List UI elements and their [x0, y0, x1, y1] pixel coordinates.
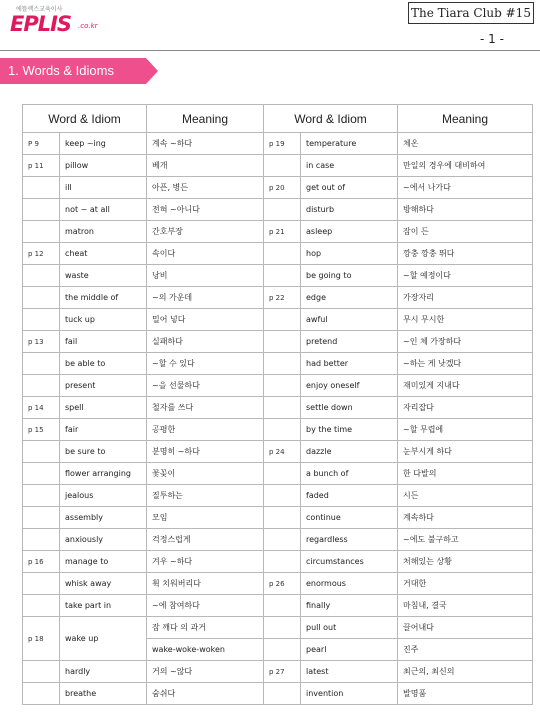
meaning-right: 발명품: [398, 683, 533, 705]
table-row: [23, 375, 533, 397]
word-left: be able to: [60, 353, 147, 375]
page-ref-right: [264, 507, 301, 529]
meaning-left: 속이다: [147, 243, 264, 265]
meaning-left: wake-woke-woken: [147, 639, 264, 661]
page-ref-right: [264, 309, 301, 331]
vocab-table: [22, 104, 533, 705]
meaning-right: 방해하다: [398, 199, 533, 221]
word-left: assembly: [60, 507, 147, 529]
table-row: [23, 353, 533, 375]
word-left: spell: [60, 397, 147, 419]
meaning-left: ~의 가운데: [147, 287, 264, 309]
meaning-left: 간호부장: [147, 221, 264, 243]
word-right: pretend: [301, 331, 398, 353]
page-ref-right: [264, 683, 301, 705]
header-word-idiom-right: Word & Idiom: [264, 105, 398, 133]
page-ref-right: [264, 265, 301, 287]
page-ref-right: [264, 375, 301, 397]
page-number: - 1 -: [480, 32, 504, 46]
meaning-right: 시든: [398, 485, 533, 507]
meaning-left: 철자를 쓰다: [147, 397, 264, 419]
word-right: regardless: [301, 529, 398, 551]
meaning-right: 처해있는 상황: [398, 551, 533, 573]
meaning-left: 계속 ~하다: [147, 133, 264, 155]
page-ref-left: [23, 573, 60, 595]
meaning-right: ~할 무렵에: [398, 419, 533, 441]
meaning-right: 눈부시게 하다: [398, 441, 533, 463]
meaning-left: 겨우 ~하다: [147, 551, 264, 573]
page-ref-right: [264, 419, 301, 441]
meaning-right: ~인 체 가장하다: [398, 331, 533, 353]
meaning-left: 공평한: [147, 419, 264, 441]
meaning-right: 체온: [398, 133, 533, 155]
vocab-body: [23, 133, 533, 705]
table-row: [23, 617, 533, 639]
page-ref-left: P 9: [23, 133, 60, 155]
meaning-left: 걱정스럽게: [147, 529, 264, 551]
word-right: enormous: [301, 573, 398, 595]
table-row: [23, 595, 533, 617]
meaning-right: 마침내, 결국: [398, 595, 533, 617]
header-meaning-left: Meaning: [147, 105, 264, 133]
meaning-right: 자리잡다: [398, 397, 533, 419]
word-left: ill: [60, 177, 147, 199]
table-row: [23, 419, 533, 441]
page-ref-left: [23, 485, 60, 507]
page-ref-left: p 11: [23, 155, 60, 177]
page-ref-right: p 21: [264, 221, 301, 243]
table-row: [23, 507, 533, 529]
meaning-left: 낭비: [147, 265, 264, 287]
logo-tagline: 에뜰랙스교육이사: [16, 6, 63, 13]
word-left: not ~ at all: [60, 199, 147, 221]
section-banner: [0, 58, 158, 84]
word-right: disturb: [301, 199, 398, 221]
meaning-left: 질투하는: [147, 485, 264, 507]
header-word-idiom-left: Word & Idiom: [23, 105, 147, 133]
word-right: dazzle: [301, 441, 398, 463]
table-row: [23, 331, 533, 353]
word-left: manage to: [60, 551, 147, 573]
meaning-right: 계속하다: [398, 507, 533, 529]
word-left: breathe: [60, 683, 147, 705]
meaning-left: 밀어 넣다: [147, 309, 264, 331]
table-row: [23, 441, 533, 463]
page-ref-left: [23, 683, 60, 705]
meaning-right: ~할 예정이다: [398, 265, 533, 287]
word-left: flower arranging: [60, 463, 147, 485]
meaning-right: ~에도 불구하고: [398, 529, 533, 551]
table-row: [23, 551, 533, 573]
word-right: settle down: [301, 397, 398, 419]
table-row: [23, 199, 533, 221]
eplis-logo: [6, 4, 106, 38]
word-right: enjoy oneself: [301, 375, 398, 397]
page-ref-right: [264, 529, 301, 551]
word-right: temperature: [301, 133, 398, 155]
word-right: faded: [301, 485, 398, 507]
table-row: [23, 177, 533, 199]
page-ref-right: [264, 243, 301, 265]
table-row: [23, 573, 533, 595]
word-left: fail: [60, 331, 147, 353]
table-row: [23, 265, 533, 287]
meaning-left: ~할 수 있다: [147, 353, 264, 375]
page-ref-right: [264, 617, 301, 639]
page-ref-right: p 26: [264, 573, 301, 595]
page-ref-left: [23, 529, 60, 551]
page-ref-left: [23, 353, 60, 375]
word-left: cheat: [60, 243, 147, 265]
table-row: [23, 155, 533, 177]
word-right: continue: [301, 507, 398, 529]
word-left: jealous: [60, 485, 147, 507]
page-ref-right: p 24: [264, 441, 301, 463]
word-left: whisk away: [60, 573, 147, 595]
book-title: The Tiara Club #15: [408, 2, 534, 24]
page-ref-right: p 20: [264, 177, 301, 199]
word-right: invention: [301, 683, 398, 705]
word-left: present: [60, 375, 147, 397]
page-ref-left: [23, 375, 60, 397]
meaning-right: 재미있게 지내다: [398, 375, 533, 397]
word-right: had better: [301, 353, 398, 375]
page-ref-right: p 19: [264, 133, 301, 155]
logo-domain: .co.kr: [78, 22, 98, 30]
meaning-right: 최근의, 최신의: [398, 661, 533, 683]
page-ref-left: p 12: [23, 243, 60, 265]
word-left: keep ~ing: [60, 133, 147, 155]
meaning-left: 잠 깨다 의 과거: [147, 617, 264, 639]
page-ref-right: [264, 199, 301, 221]
page-ref-right: [264, 639, 301, 661]
page-ref-right: [264, 463, 301, 485]
meaning-right: 잠이 든: [398, 221, 533, 243]
header-meaning-right: Meaning: [398, 105, 533, 133]
page-ref-left: [23, 265, 60, 287]
meaning-left: 거의 ~않다: [147, 661, 264, 683]
logo-wordmark: EPLIS: [10, 12, 72, 36]
word-left: wake up: [60, 617, 147, 661]
word-right: get out of: [301, 177, 398, 199]
meaning-right: 진주: [398, 639, 533, 661]
meaning-right: 한 다발의: [398, 463, 533, 485]
meaning-left: ~을 선물하다: [147, 375, 264, 397]
page-ref-left: p 18: [23, 617, 60, 661]
page-ref-right: p 27: [264, 661, 301, 683]
table-row: [23, 661, 533, 683]
word-right: a bunch of: [301, 463, 398, 485]
meaning-left: 베개: [147, 155, 264, 177]
word-right: pull out: [301, 617, 398, 639]
page-ref-left: [23, 199, 60, 221]
meaning-right: 깡충 깡충 뛰다: [398, 243, 533, 265]
meaning-right: 가장자리: [398, 287, 533, 309]
table-row: [23, 529, 533, 551]
meaning-left: 아픈, 병든: [147, 177, 264, 199]
word-right: awful: [301, 309, 398, 331]
meaning-left: 모임: [147, 507, 264, 529]
meaning-left: 분명히 ~하다: [147, 441, 264, 463]
table-row: [23, 309, 533, 331]
word-right: asleep: [301, 221, 398, 243]
table-row: [23, 243, 533, 265]
table-row: [23, 221, 533, 243]
word-left: hardly: [60, 661, 147, 683]
meaning-left: 꽃꽂이: [147, 463, 264, 485]
word-right: by the time: [301, 419, 398, 441]
meaning-left: 휙 치워버리다: [147, 573, 264, 595]
meaning-left: 실패하다: [147, 331, 264, 353]
word-left: take part in: [60, 595, 147, 617]
meaning-right: 거대한: [398, 573, 533, 595]
page-ref-right: p 22: [264, 287, 301, 309]
page-ref-left: [23, 177, 60, 199]
page-ref-left: [23, 463, 60, 485]
page-ref-right: [264, 551, 301, 573]
word-right: hop: [301, 243, 398, 265]
page-ref-left: p 14: [23, 397, 60, 419]
page-ref-left: p 15: [23, 419, 60, 441]
word-right: pearl: [301, 639, 398, 661]
word-left: fair: [60, 419, 147, 441]
word-left: waste: [60, 265, 147, 287]
word-right: circumstances: [301, 551, 398, 573]
meaning-left: 숨쉬다: [147, 683, 264, 705]
meaning-right: ~하는 게 낫겠다: [398, 353, 533, 375]
page-ref-right: [264, 155, 301, 177]
section-title: 1. Words & Idioms: [8, 63, 114, 78]
table-row: [23, 485, 533, 507]
word-left: tuck up: [60, 309, 147, 331]
page-ref-left: [23, 287, 60, 309]
table-row: [23, 463, 533, 485]
word-left: the middle of: [60, 287, 147, 309]
word-left: matron: [60, 221, 147, 243]
word-left: be sure to: [60, 441, 147, 463]
table-row: [23, 287, 533, 309]
meaning-right: ~에서 나가다: [398, 177, 533, 199]
page-ref-right: [264, 595, 301, 617]
meaning-right: 무시 무시한: [398, 309, 533, 331]
meaning-right: 만일의 경우에 대비하여: [398, 155, 533, 177]
word-right: in case: [301, 155, 398, 177]
page-ref-left: [23, 595, 60, 617]
page-ref-left: [23, 441, 60, 463]
word-left: pillow: [60, 155, 147, 177]
page-ref-right: [264, 331, 301, 353]
meaning-left: 전혀 ~아니다: [147, 199, 264, 221]
page-ref-left: [23, 221, 60, 243]
page-ref-left: [23, 309, 60, 331]
meaning-left: ~에 참여하다: [147, 595, 264, 617]
word-right: be going to: [301, 265, 398, 287]
table-row: [23, 133, 533, 155]
page-ref-right: [264, 353, 301, 375]
meaning-right: 끌어내다: [398, 617, 533, 639]
page-ref-left: [23, 661, 60, 683]
word-right: edge: [301, 287, 398, 309]
header-divider: [0, 50, 540, 51]
word-right: finally: [301, 595, 398, 617]
table-header-row: [23, 105, 533, 133]
table-row: [23, 397, 533, 419]
page-ref-right: [264, 485, 301, 507]
word-right: latest: [301, 661, 398, 683]
word-left: anxiously: [60, 529, 147, 551]
table-row: [23, 683, 533, 705]
page-ref-right: [264, 397, 301, 419]
page-ref-left: [23, 507, 60, 529]
page-ref-left: p 16: [23, 551, 60, 573]
page-ref-left: p 13: [23, 331, 60, 353]
